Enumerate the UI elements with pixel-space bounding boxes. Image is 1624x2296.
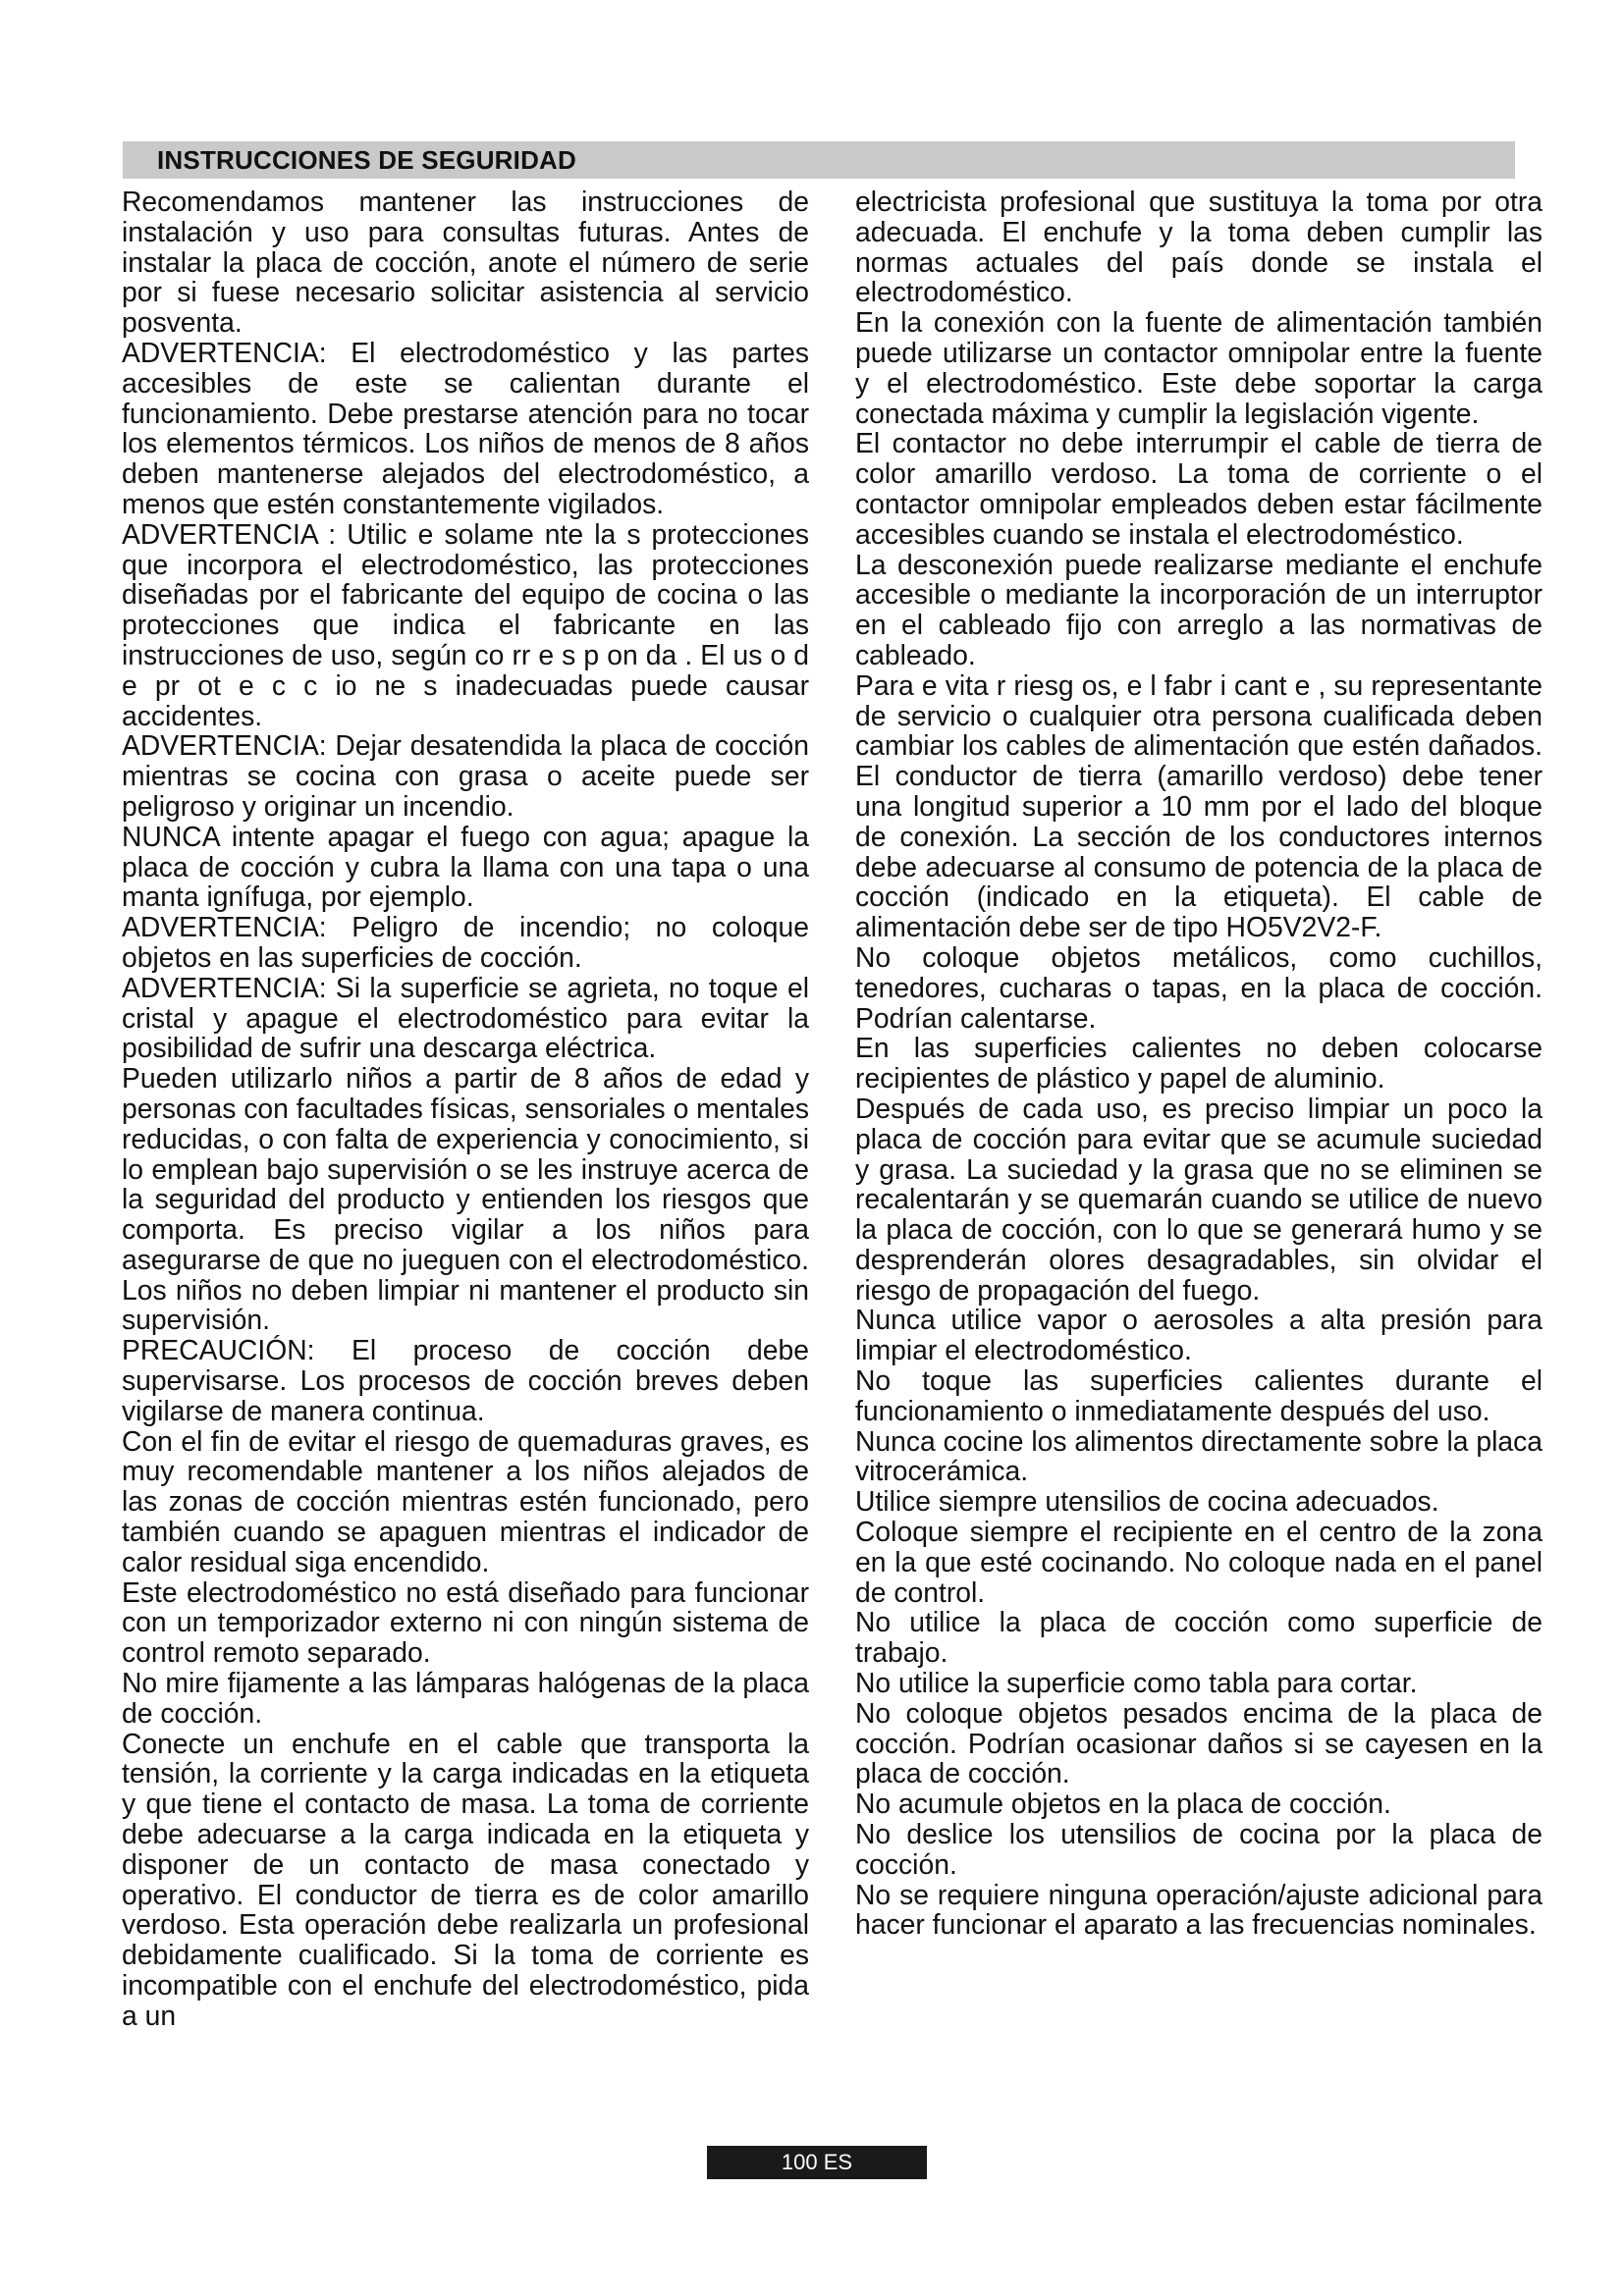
paragraph: Con el fin de evitar el riesgo de quemaduras graves, es muy recomendable mantener a los niños alejados de las zonas de cocción mientras estén funcionado, pero también cuando se apaguen mientras el indicador de calor residual siga encendido. [122, 1424, 809, 1577]
section-header-bar [123, 141, 1515, 179]
left-column [122, 187, 809, 2031]
paragraph: Recomendamos mantener las instrucciones de instalación y uso para consultas futuras. Antes de instalar la placa de cocción, anote el número de serie por si fuese necesario solicitar asistencia al servicio posventa. [122, 186, 809, 339]
paragraph: Nunca cocine los alimentos directamente sobre la placa vitrocerámica. [855, 1424, 1543, 1487]
paragraph: No toque las superficies calientes durante el funcionamiento o inmediatamente después del uso. [855, 1364, 1543, 1426]
paragraph: Conecte un enchufe en el cable que transporta la tensión, la corriente y la carga indicadas en la etiqueta y que tiene el contacto de masa. La toma de corriente debe adecuarse a la carga indicada en la etiqueta y disponer de un contacto de masa conectado y operativo. El conductor de tierra es de color amarillo verdoso. Esta operación debe realizarla un profesional debidamente cualificado. Si la toma de corriente es incompatible con el enchufe del electrodoméstico, pida a un [122, 1727, 809, 2031]
paragraph: En la conexión con la fuente de alimentación también puede utilizarse un contactor omnipolar entre la fuente y el electrodoméstico. Este debe soportar la carga conectada máxima y cumplir la legislación vigente. [855, 306, 1543, 429]
paragraph: El contactor no debe interrumpir el cable de tierra de color amarillo verdoso. La toma de corriente o el contactor omnipolar empleados deben estar fácilmente accesibles cuando se instala el electrodoméstico. [855, 427, 1543, 550]
paragraph: ADVERTENCIA: Dejar desatendida la placa de cocción mientras se cocina con grasa o aceite puede ser peligroso y originar un incendio. [122, 729, 809, 822]
paragraph: ADVERTENCIA: Peligro de incendio; no coloque objetos en las superficies de cocción. [122, 911, 809, 973]
right-column [855, 187, 1543, 1940]
paragraph: Este electrodoméstico no está diseñado para funcionar con un temporizador externo ni con ningún sistema de control remoto separado. [122, 1575, 809, 1669]
paragraph: electricista profesional que sustituya la toma por otra adecuada. El enchufe y la toma deben cumplir las normas actuales del país donde se instala el electrodoméstico. [855, 186, 1543, 308]
paragraph: No mire fijamente a las lámparas halógenas de la placa de cocción. [122, 1667, 809, 1729]
paragraph: No utilice la superficie como tabla para cortar. [855, 1667, 1418, 1699]
section-title: INSTRUCCIONES DE SEGURIDAD [157, 145, 577, 175]
paragraph: En las superficies calientes no deben colocarse recipientes de plástico y papel de aluminio. [855, 1032, 1543, 1095]
paragraph: Utilice siempre utensilios de cocina adecuados. [855, 1485, 1439, 1518]
paragraph: PRECAUCIÓN: El proceso de cocción debe supervisarse. Los procesos de cocción breves deben vigilarse de manera continua. [122, 1334, 809, 1426]
page-number: 100 ES [781, 2150, 853, 2174]
paragraph: La desconexión puede realizarse mediante el enchufe accesible o mediante la incorporación de un interruptor en el cableado fijo con arreglo a las normativas de cableado. [855, 548, 1543, 670]
paragraph: No se requiere ninguna operación/ajuste adicional para hacer funcionar el aparato a las frecuencias nominales. [855, 1878, 1543, 1941]
paragraph: No acumule objetos en la placa de cocción. [855, 1788, 1391, 1820]
paragraph: No deslice los utensilios de cocina por la placa de cocción. [855, 1818, 1543, 1880]
paragraph: Después de cada uso, es preciso limpiar un poco la placa de cocción para evitar que se acumule suciedad y grasa. La suciedad y la grasa que no se eliminen se recalentarán y se quemarán cuando se utilice de nuevo la placa de cocción, con lo que se generará humo y se desprenderán olores desagradables, sin olvidar el riesgo de propagación del fuego. [855, 1092, 1543, 1306]
paragraph: Para e vita r riesg os, e l fabr i cant e , su representante de servicio o cualquier otra persona cualificada deben cambiar los cables de alimentación que estén dañados. El conductor de tierra (amarillo verdoso) debe tener una longitud superior a 10 mm por el lado del bloque de conexión. La sección de los conductores internos debe adecuarse al consumo de potencia de la placa de cocción (indicado en la etiqueta). El cable de alimentación debe ser de tipo HO5V2V2-F. [855, 668, 1543, 943]
paragraph: Nunca utilice vapor o aerosoles a alta presión para limpiar el electrodoméstico. [855, 1304, 1543, 1366]
paragraph: ADVERTENCIA: Si la superficie se agrieta, no toque el cristal y apague el electrodoméstico para evitar la posibilidad de sufrir una descarga eléctrica. [122, 971, 809, 1064]
paragraph: No coloque objetos metálicos, como cuchillos, tenedores, cucharas o tapas, en la placa de cocción. Podrían calentarse. [855, 940, 1543, 1034]
paragraph: No utilice la placa de cocción como superficie de trabajo. [855, 1606, 1543, 1669]
paragraph: NUNCA intente apagar el fuego con agua; apague la placa de cocción y cubra la llama con una tapa o una manta ignífuga, por ejemplo. [122, 820, 809, 913]
paragraph: Coloque siempre el recipiente en el centro de la zona en la que esté cocinando. No coloque nada en el panel de control. [855, 1516, 1543, 1608]
paragraph: Pueden utilizarlo niños a partir de 8 años de edad y personas con facultades físicas, sensoriales o mentales reducidas, o con falta de experiencia y conocimiento, si lo emplean bajo supervisión o se les instruye acerca de la seguridad del producto y entienden los riesgos que comporta. Es preciso vigilar a los niños para asegurarse de que no jueguen con el electrodoméstico. Los niños no deben limpiar ni mantener el producto sin supervisión. [122, 1062, 809, 1336]
page-number-badge [707, 2146, 927, 2179]
paragraph: ADVERTENCIA : Utilic e solame nte la s protecciones que incorpora el electrodoméstico, las protecciones diseñadas por el fabricante del equipo de cocina o las protecciones que indica el fabricante en las instrucciones de uso, según co rr e s p on da . El us o d e pr ot e c c io ne s inadecuadas puede causar accidentes. [122, 517, 809, 731]
paragraph: No coloque objetos pesados encima de la placa de cocción. Podrían ocasionar daños si se cayesen en la placa de cocción. [855, 1696, 1543, 1789]
paragraph: ADVERTENCIA: El electrodoméstico y las partes accesibles de este se calientan durante el funcionamiento. Debe prestarse atención para no tocar los elementos térmicos. Los niños de menos de 8 años deben mantenerse alejados del electrodoméstico, a menos que estén constantemente vigilados. [122, 336, 809, 519]
